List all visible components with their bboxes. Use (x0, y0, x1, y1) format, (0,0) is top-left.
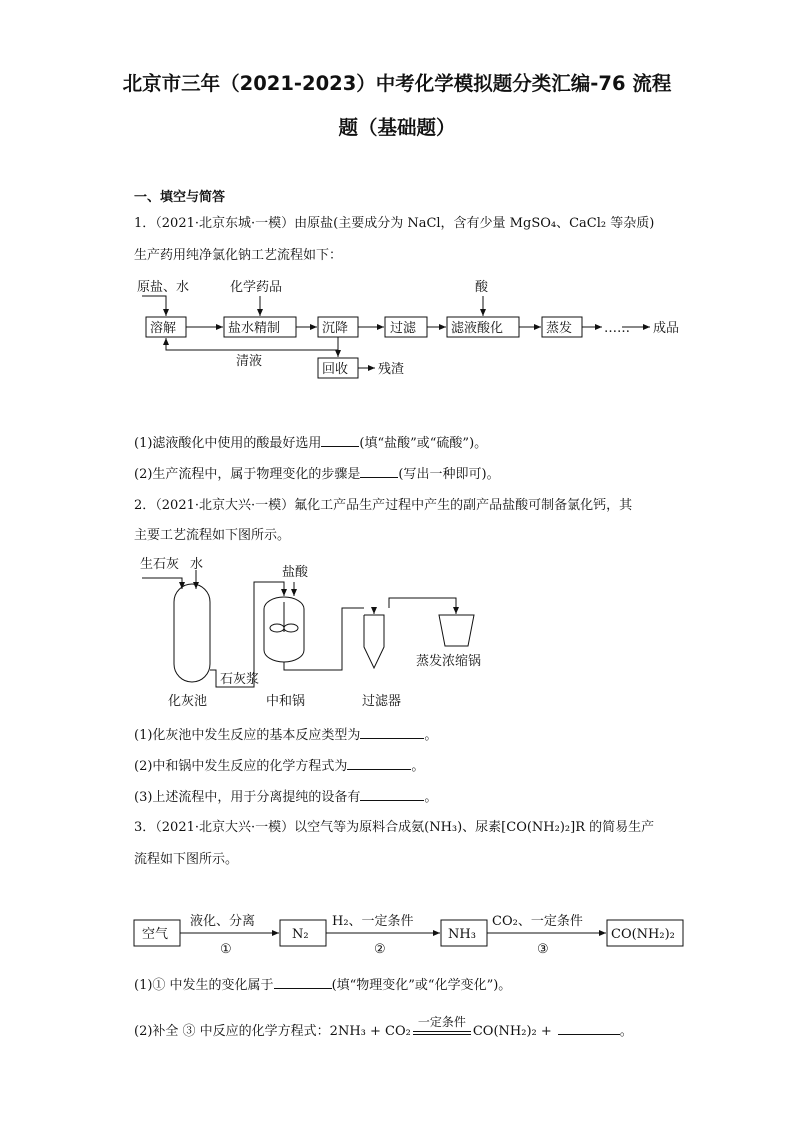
q2-sub1: (1)化灰池中发生反应的基本反应类型为 。 (134, 728, 438, 743)
label-water: 水 (190, 557, 204, 572)
label-filter: 过滤器 (362, 694, 402, 709)
filter-unit (364, 615, 384, 668)
label-settle: 沉降 (322, 321, 349, 336)
label-air: 空气 (142, 927, 169, 942)
q2-stem-line1: 2．（2021·北京大兴·一模）氟化工产品生产过程中产生的副产品盐酸可制备氯化钙，其 (134, 498, 633, 513)
label-dissolve: 溶解 (150, 321, 177, 336)
q2-stem-line2: 主要工艺流程如下图所示。 (134, 528, 291, 543)
q1-sub1: (1)滤液酸化中使用的酸最好选用 (填“盐酸”或“硫酸”)。 (134, 436, 488, 451)
q1-flow-diagram (130, 270, 700, 385)
label-quicklime: 生石灰 (140, 557, 180, 572)
label-recover: 回收 (322, 362, 349, 377)
label-step1-num: ① (220, 942, 232, 957)
q3-flow-diagram (130, 904, 690, 960)
q3-sub2: (2)补全 ③ 中反应的化学方程式：2NH₃ + CO₂ 一定条件 CO(NH₂)₂ + 。 (134, 1015, 633, 1039)
label-residue: 残渣 (378, 362, 405, 377)
label-product: 成品 (653, 321, 680, 336)
label-lime-slurry: 石灰浆 (220, 672, 260, 687)
answer-blank[interactable] (360, 788, 424, 801)
answer-blank[interactable] (360, 465, 398, 478)
answer-blank[interactable] (274, 976, 332, 989)
label-clear-liquid: 清液 (236, 354, 263, 369)
page-title-line2: 题（基础题） (338, 116, 456, 139)
label-ellipsis: …… (604, 321, 630, 336)
label-filter: 过滤 (390, 321, 417, 336)
label-step2-num: ② (374, 942, 386, 957)
label-nh3: NH₃ (448, 927, 476, 942)
q3-sub1: (1)① 中发生的变化属于 (填“物理变化”或“化学变化”)。 (134, 978, 512, 993)
answer-blank[interactable] (558, 1022, 620, 1035)
page-title: 北京市三年（2021-2023）中考化学模拟题分类汇编-76 流程 (122, 72, 672, 95)
label-raw-salt: 原盐、水 (137, 280, 190, 295)
evaporator (439, 615, 474, 646)
label-step2-condition: H₂、一定条件 (332, 914, 414, 929)
label-urea: CO(NH₂)₂ (611, 927, 675, 942)
q1-sub2: (2)生产流程中，属于物理变化的步骤是 (写出一种即可)。 (134, 467, 500, 482)
label-acidify: 滤液酸化 (451, 321, 504, 336)
label-slaking-tank: 化灰池 (168, 694, 208, 709)
q3-stem-line1: 3．（2021·北京大兴·一模）以空气等为原料合成氨(NH₃)、尿素[CO(NH₂)₂]R 的简易生产 (134, 820, 655, 835)
answer-blank[interactable] (347, 757, 411, 770)
reaction-arrow: 一定条件 (413, 1027, 471, 1035)
label-evaporator: 蒸发浓缩锅 (416, 654, 482, 669)
section-heading: 一、填空与简答 (134, 190, 226, 205)
label-acid: 酸 (475, 280, 489, 295)
label-step3-condition: CO₂、一定条件 (492, 914, 583, 929)
answer-blank[interactable] (321, 434, 359, 447)
label-evaporate: 蒸发 (546, 321, 573, 336)
label-hcl: 盐酸 (282, 565, 309, 580)
q2-sub2: (2)中和锅中发生反应的化学方程式为 。 (134, 759, 425, 774)
q3-stem-line2: 流程如下图所示。 (134, 852, 239, 867)
label-chemicals: 化学药品 (230, 280, 283, 295)
q1-stem-line2: 生产药用纯净氯化钠工艺流程如下： (134, 248, 343, 263)
label-neutralization-pot: 中和锅 (266, 694, 306, 709)
q1-stem-line1: 1．（2021·北京东城·一模）由原盐(主要成分为 NaCl，含有少量 MgSO₄、CaCl₂ 等杂质) (134, 216, 655, 231)
answer-blank[interactable] (360, 726, 424, 739)
label-refine: 盐水精制 (228, 321, 281, 336)
label-step3-num: ③ (537, 942, 549, 957)
label-n2: N₂ (292, 927, 309, 942)
slaking-tank (174, 584, 210, 682)
q2-equipment-diagram (134, 552, 504, 717)
q2-sub3: (3)上述流程中，用于分离提纯的设备有 。 (134, 790, 438, 805)
label-step1-condition: 液化、分离 (190, 914, 256, 929)
